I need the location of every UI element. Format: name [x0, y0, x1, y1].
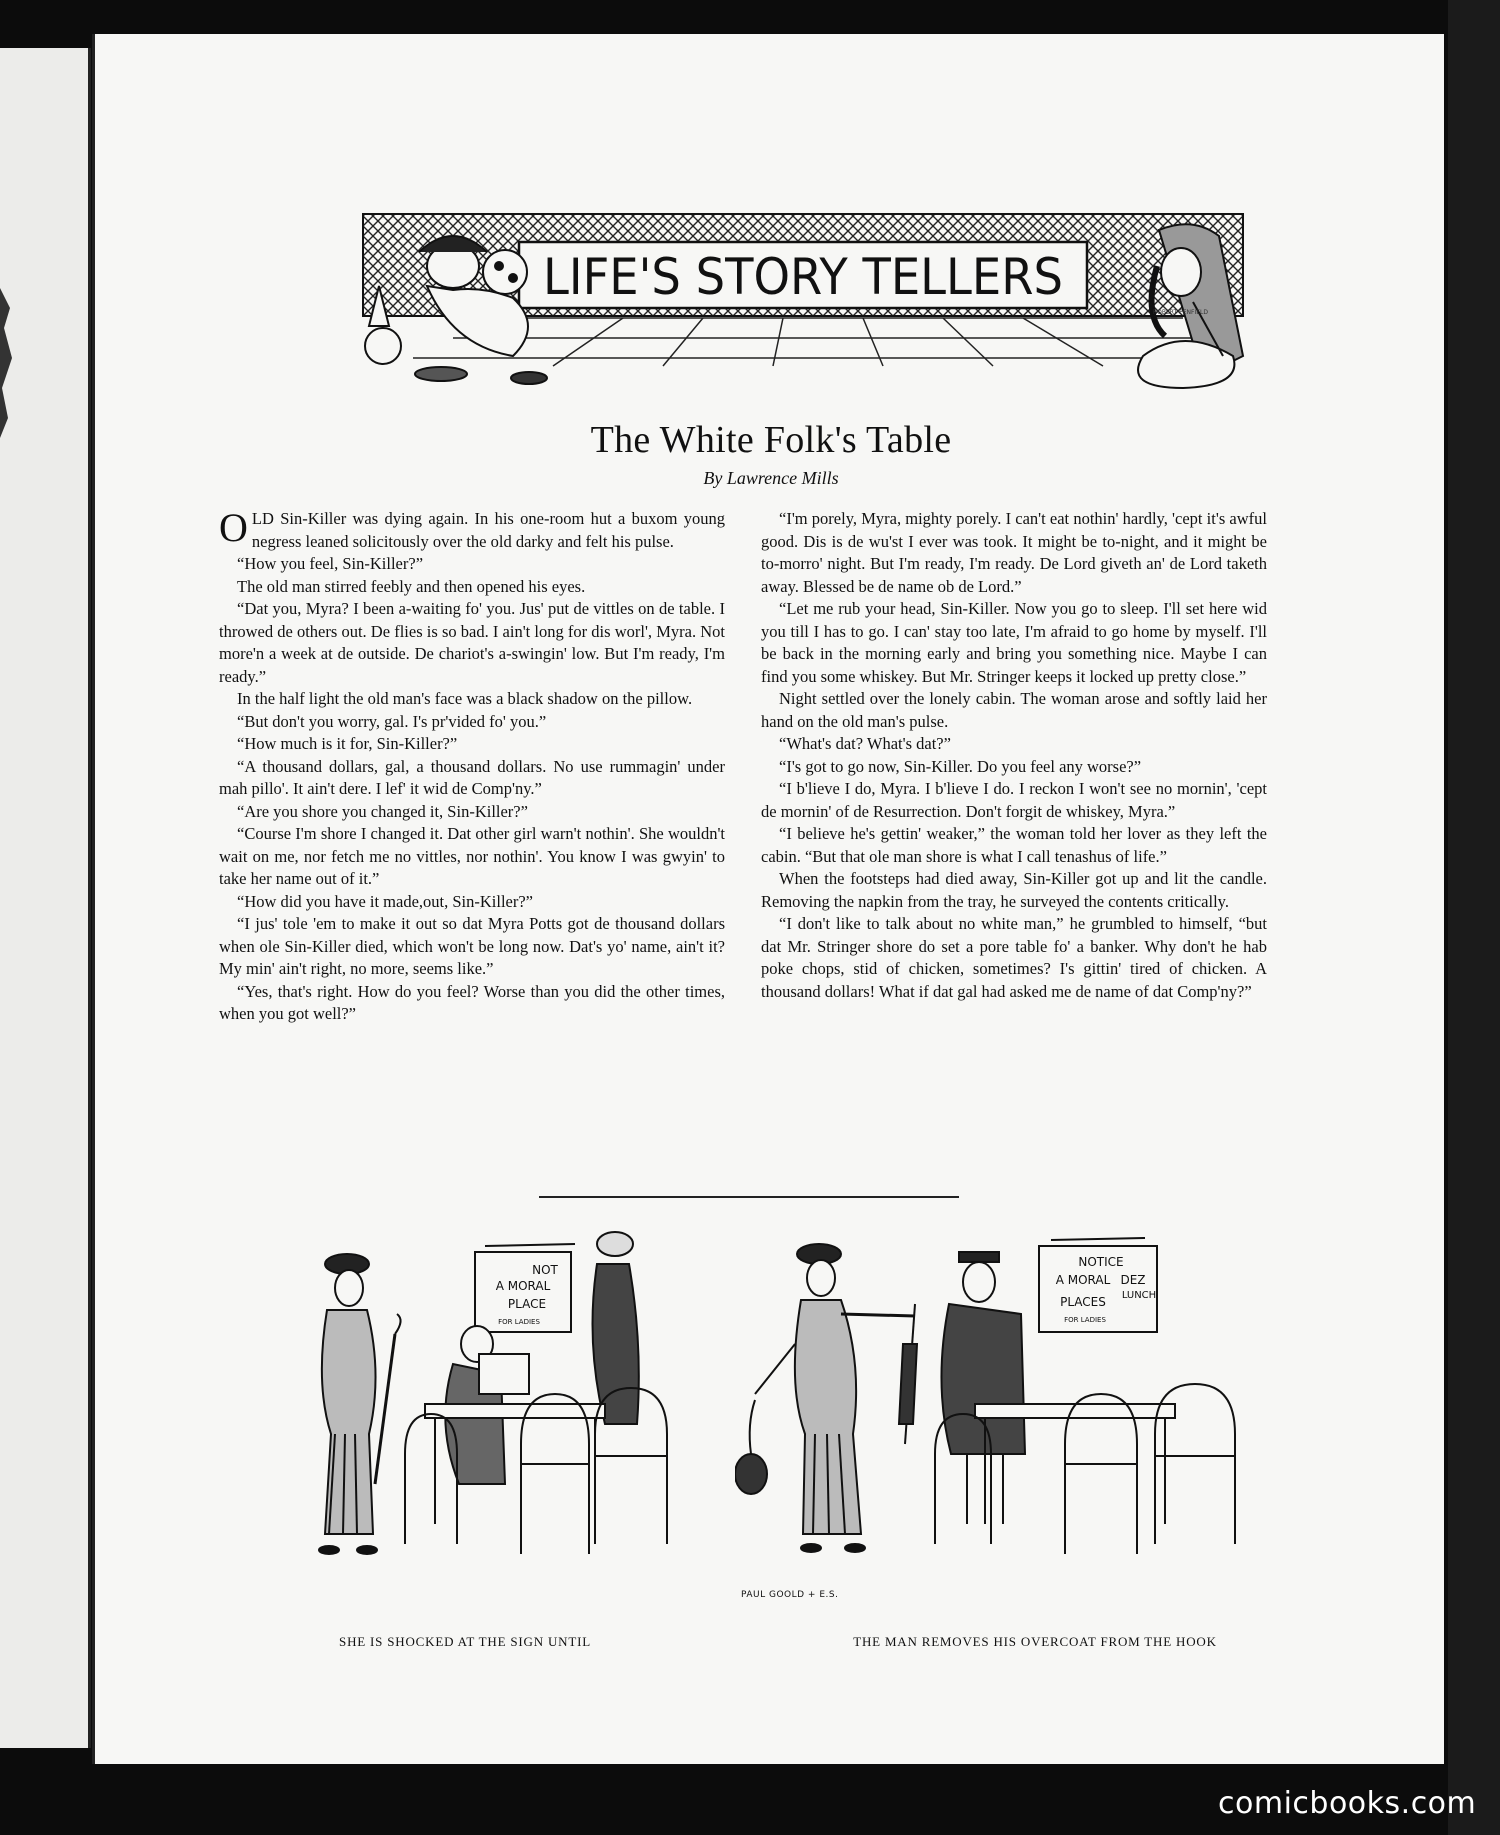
paragraph: “Dat you, Myra? I been a-waiting fo' you. Jus' put de vittles on de table. I throwed de others out. De flies is so bad. I ain't long for dis worl', Myra. Not more'n a week at de outside. De chariot's a-swingin' low. But I'm ready, I'm ready.” [219, 599, 725, 686]
paragraph: “Let me rub your head, Sin-Killer. Now you go to sleep. I'll set here wid you till I has to go. I can' stay too late, I'm afraid to go home by myself. I'll be back in the morning early and bring you something nice. Maybe I can find you some whiskey. But Mr. Stringer keeps it locked up pretty close.” [761, 599, 1267, 686]
paragraph: “How you feel, Sin-Killer?” [237, 554, 424, 573]
sign-line: LUNCH [1121, 1290, 1157, 1301]
paragraph: “I believe he's gettin' weaker,” the woman told her lover as they left the cabin. “But that ole man shore is what I call tenashus of life.” [761, 824, 1267, 866]
drop-cap: O [219, 505, 248, 550]
banner-artist-signature: ROBERT PENFIELD [1153, 309, 1208, 316]
opening-paragraph-text: LD Sin-Killer was dying again. In his one-room hut a buxom young negress leaned solicitously over the old darky and felt his pulse. [251, 509, 725, 551]
sign-line: FOR LADIES [1064, 1316, 1106, 1324]
paragraph: In the half light the old man's face was a black shadow on the pillow. [237, 689, 693, 708]
paragraph: “Are you shore you changed it, Sin-Killer?” [237, 801, 528, 821]
sign-line: NOTICE [1078, 1255, 1124, 1269]
artist-signature: PAUL GOOLD + E.S. [741, 1590, 839, 1600]
facing-page-illustration-fragment [0, 278, 14, 438]
facing-page-edge [0, 48, 91, 1748]
paragraph: The old man stirred feebly and then opened his eyes. [237, 576, 586, 596]
section-divider [539, 1196, 959, 1198]
sign-line: PLACES [1060, 1295, 1106, 1309]
sign-line: FOR LADIES [498, 1318, 540, 1326]
magazine-page [92, 34, 1444, 1764]
sign-line: PLACE [507, 1297, 547, 1311]
paragraph: “Yes, that's right. How do you feel? Worse than you did the other times, when you got well?” [219, 981, 725, 1023]
article-byline: By Lawrence Mills [703, 468, 839, 488]
paragraph: “I b'lieve I do, Myra. I b'lieve I do. I reckon I won't see no mornin', 'cept de mornin' of de Resurrection. Don't forgit de whiskey, Myra.” [761, 779, 1267, 821]
paragraph: “I jus' tole 'em to make it out so dat Myra Potts got de thousand dollars when ole Sin-Killer died, which won't be long now. Dat's yo' name, ain't it? My min' ain't right, no more, seems like.” [219, 914, 725, 978]
sign-line: A MORAL [495, 1279, 551, 1293]
caption-left: SHE IS SHOCKED AT THE SIGN UNTIL [339, 1634, 591, 1649]
banner-heading: LIFE'S STORY TELLERS [543, 248, 1063, 306]
story-tellers-banner [323, 206, 1291, 396]
sign-line: DEZ [1120, 1273, 1146, 1287]
paragraph: Night settled over the lonely cabin. The woman arose and softly laid her hand on the old man's pulse. [761, 689, 1267, 731]
article-title: The White Folk's Table [590, 419, 952, 461]
page-edge-shadow [1448, 0, 1500, 1835]
paragraph: “But don't you worry, gal. I's pr'vided fo' you.” [237, 711, 547, 731]
text-column-left [219, 505, 725, 1026]
cartoon-panel-left [245, 1224, 725, 1584]
paragraph: “I don't like to talk about no white man,” he grumbled to himself, “but dat Mr. Stringer shore do set a pore table fo' a banker. Why don't he hab poke chops, stid of chicken, sometimes? I's gittin' tired of chicken. A thousand dollars! What if dat gal had asked me de name of dat Comp'ny?” [761, 914, 1267, 1001]
caption-right: THE MAN REMOVES HIS OVERCOAT FROM THE HOOK [853, 1634, 1217, 1649]
paragraph: “What's dat? What's dat?” [779, 734, 951, 753]
paragraph: “I'm porely, Myra, mighty porely. I can't eat nothin' hardly, 'cept it's awful good. Dis is de wu'st I ever was took. It might be to-night, and it might be to-morro' night. But I'm ready, I'm ready. De Lord giveth an' de Lord taketh away. Blessed be de name ob de Lord.” [761, 509, 1267, 596]
opening-paragraph [219, 505, 725, 553]
sign-line: A MORAL [1055, 1273, 1111, 1287]
paragraph: “How did you have it made,out, Sin-Killer?” [237, 891, 534, 911]
paragraph: “I's got to go now, Sin-Killer. Do you feel any worse?” [779, 756, 1142, 776]
cartoon-panel-right [735, 1224, 1275, 1584]
paragraph: “Course I'm shore I changed it. Dat other girl warn't nothin'. She wouldn't wait on me, nor fetch me no vittles, nor nothin'. You know I was gwyin' to take her name out of it.” [219, 824, 725, 888]
paragraph: When the footsteps had died away, Sin-Killer got up and lit the candle. Removing the napkin from the tray, he surveyed the contents critically. [761, 869, 1267, 911]
sign-line: NOT [532, 1263, 558, 1277]
paragraph: “A thousand dollars, gal, a thousand dollars. No use rummagin' under mah pillo'. It ain't dere. I lef' it wid de Comp'ny.” [219, 756, 725, 798]
text-column-right [761, 508, 1267, 1003]
watermark: comicbooks.com [1218, 1786, 1477, 1821]
paragraph: “How much is it for, Sin-Killer?” [237, 734, 458, 753]
